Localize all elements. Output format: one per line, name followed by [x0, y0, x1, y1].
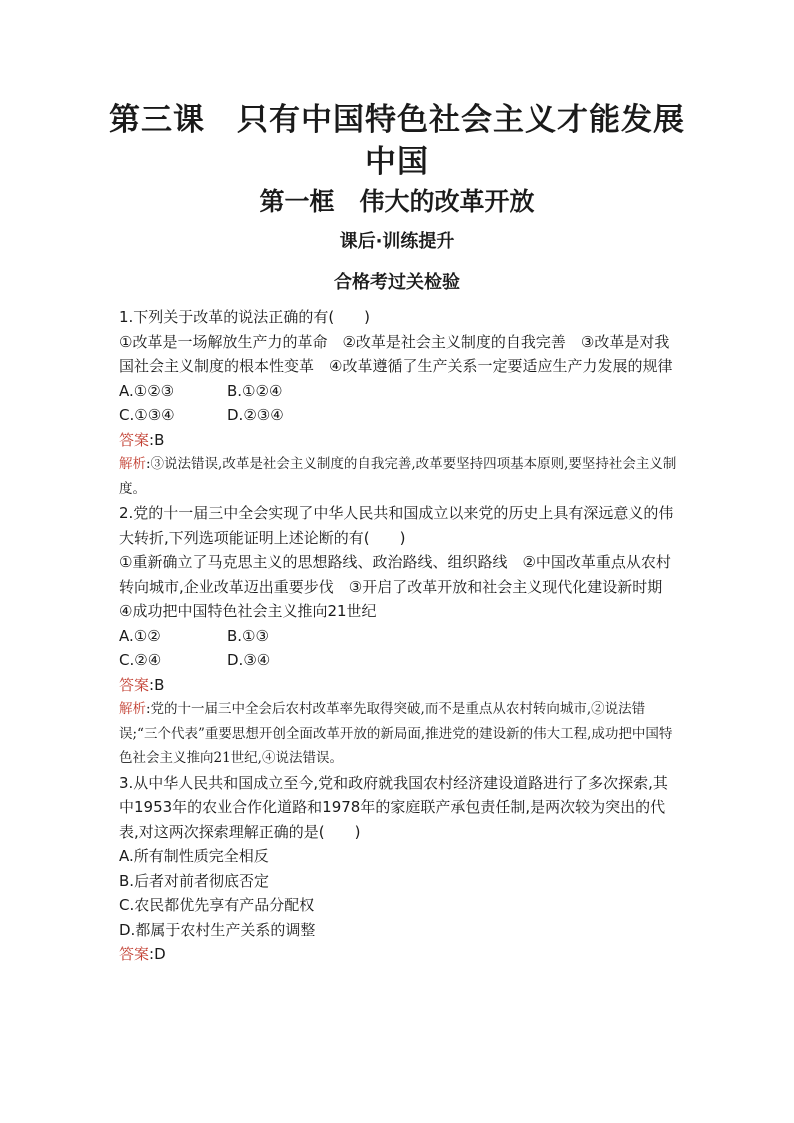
- answer-label: 答案: [119, 430, 150, 449]
- option-c: C.农民都优先享有产品分配权: [119, 896, 315, 914]
- question-3: [119, 771, 679, 967]
- option-row: [119, 624, 679, 649]
- option-b: B.①③: [227, 626, 269, 645]
- answer-line: [119, 428, 679, 453]
- explanation-text: :③说法错误,改革是社会主义制度的自我完善,改革要坚持四项基本原则,要坚持社会主义制度。: [119, 456, 677, 497]
- answer-value: :D: [149, 945, 166, 963]
- answer-value: :B: [149, 675, 165, 694]
- option-row: [119, 403, 679, 428]
- lesson-title-line2: 中国: [365, 144, 429, 180]
- question-statements: ①重新确立了马克思主义的思想路线、政治路线、组织路线 ②中国改革重点从农村转向城市,企业改革迈出重要步伐 ③开启了改革开放和社会主义现代化建设新时期 ④成功把中国特色社会主义推向21世纪: [119, 553, 678, 620]
- answer-line: [119, 942, 679, 967]
- question-stem: 3.从中华人民共和国成立至今,党和政府就我国农村经济建设道路进行了多次探索,其中1953年的农业合作化道路和1978年的家庭联产承包责任制,是两次较为突出的代表,对这两次探索理解正确的是( ): [119, 773, 668, 841]
- answer-label: 答案: [119, 945, 150, 963]
- option-b: B.①②④: [227, 381, 283, 400]
- question-statements: ①改革是一场解放生产力的革命 ②改革是社会主义制度的自我完善 ③改革是对我国社会主义制度的根本性变革 ④改革遵循了生产关系一定要适应生产力发展的规律: [119, 332, 673, 375]
- question-1: [119, 305, 679, 501]
- explanation: [119, 697, 679, 771]
- option-a: A.①②: [119, 626, 161, 645]
- option-c: C.①③④: [119, 406, 175, 424]
- lesson-title-line1: 第三课 只有中国特色社会主义才能发展: [109, 102, 685, 138]
- option-d: D.③④: [227, 651, 271, 669]
- question-2: [119, 501, 679, 771]
- answer-line: [119, 673, 679, 698]
- frame-title: 第一框 伟大的改革开放: [259, 187, 535, 216]
- option-row: [119, 379, 679, 404]
- answer-value: :B: [149, 430, 165, 449]
- explanation: [119, 452, 679, 501]
- option-a: A.所有制性质完全相反: [119, 847, 269, 865]
- option-d: D.都属于农村生产关系的调整: [119, 920, 316, 939]
- option-d: D.②③④: [227, 406, 284, 424]
- section-heading: 合格考过关检验: [334, 272, 460, 293]
- option-row: [119, 648, 679, 673]
- answer-label: 答案: [119, 675, 150, 694]
- option-b: B.后者对前者彻底否定: [119, 871, 270, 890]
- explanation-text: :党的十一届三中全会后农村改革率先取得突破,而不是重点从农村转向城市,②说法错误;“三个代表”重要思想开创全面改革开放的新局面,推进党的建设新的伟大工程,成功把中国特色社会主义推向21世纪,④说法错误。: [119, 701, 673, 766]
- explanation-label: 解析: [119, 456, 146, 472]
- practice-title: 课后·训练提升: [339, 231, 455, 252]
- explanation-label: 解析: [119, 701, 146, 717]
- option-a: A.①②③: [119, 381, 175, 400]
- option-c: C.②④: [119, 651, 162, 669]
- question-stem: 1.下列关于改革的说法正确的有( ): [119, 308, 371, 326]
- question-list: [119, 305, 679, 967]
- question-stem: 2.党的十一届三中全会实现了中华人民共和国成立以来党的历史上具有深远意义的伟大转折,下列选项能证明上述论断的有( ): [119, 504, 674, 547]
